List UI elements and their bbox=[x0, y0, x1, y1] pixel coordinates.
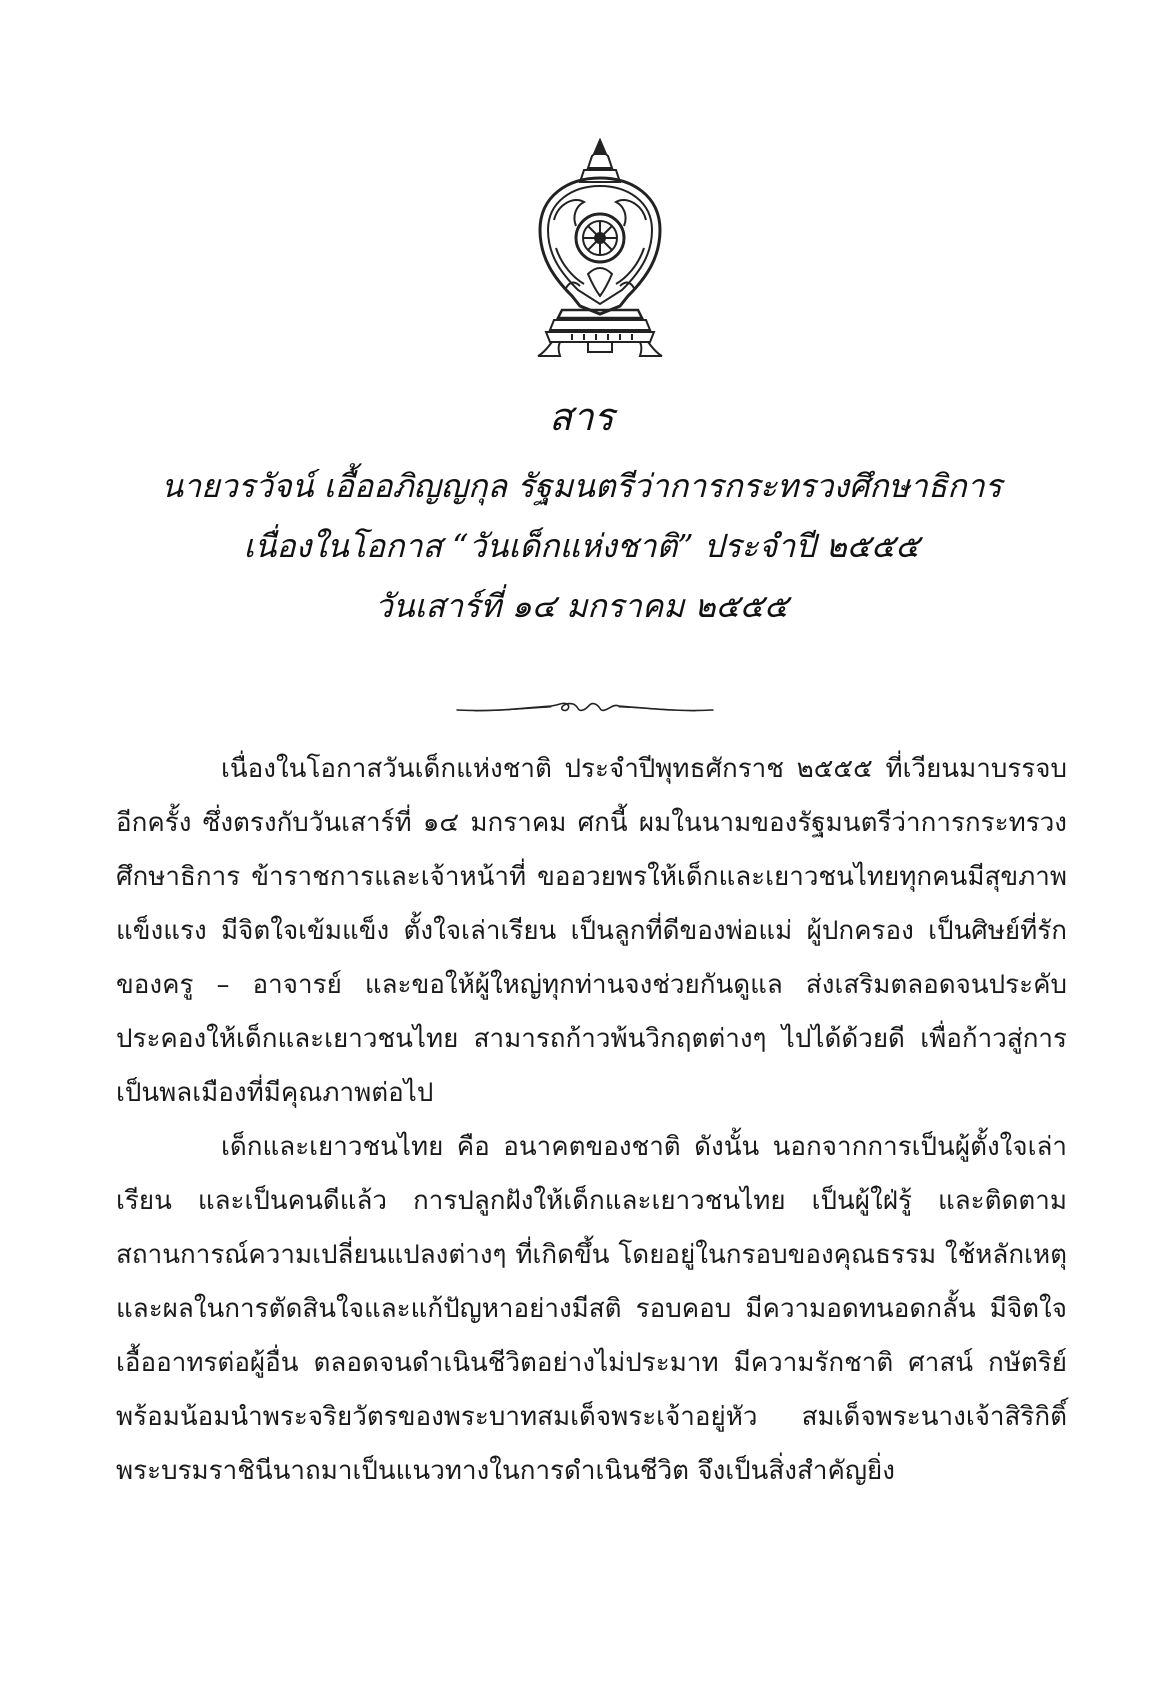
date-line: วันเสาร์ที่ ๑๔ มกราคม ๒๕๕๕ bbox=[374, 587, 789, 625]
body-paragraph: เด็กและเยาวชนไทย คือ อนาคตของชาติ ดังนั้น นอกจากการเป็นผู้ตั้งใจเล่าเรียน และเป็นคนดีแล้ว การปลูกฝังให้เด็กและเยาวชนไทย เป็นผู้ใฝ่รู้ และติดตามสถานการณ์ความเปลี่ยนแปลงต่างๆ ที่เกิดขึ้น โดยอยู่ในกรอบของคุณธรรม ใช้หลักเหตุและผลในการตัดสินใจและแก้ปัญหาอย่างมีสติ รอบคอบ มีความอดทนอดกลั้น มีจิตใจเอื้ออาทรต่อผู้อื่น ตลอดจนดำเนินชีวิตอย่างไม่ประมาท มีความรักชาติ ศาสน์ กษัตริย์ พร้อมน้อมนำพระจริยวัตรของพระบาทสมเด็จพระเจ้าอยู่หัว สมเด็จพระนางเจ้าสิริกิติ์ พระบรมราชินีนาถมาเป็นแนวทางในการดำเนินชีวิต จึงเป็นสิ่งสำคัญยิ่ง bbox=[116, 1132, 1067, 1486]
document-title: สาร bbox=[549, 395, 614, 439]
occasion-line: เนื่องในโอกาส “วันเด็กแห่งชาติ” ประจำปี ๒๕๕๕ bbox=[243, 527, 920, 565]
speaker-line: นายวรวัจน์ เอื้ออภิญญกุล รัฐมนตรีว่าการกระทรวงศึกษาธิการ bbox=[161, 467, 1002, 505]
ministry-of-education-emblem bbox=[532, 138, 668, 360]
message-body bbox=[116, 742, 1067, 1498]
body-paragraph: เนื่องในโอกาสวันเด็กแห่งชาติ ประจำปีพุทธศักราช ๒๕๕๕ ที่เวียนมาบรรจบอีกครั้ง ซึ่งตรงกับวันเสาร์ที่ ๑๔ มกราคม ศกนี้ ผมในนามของรัฐมนตรีว่าการกระทรวงศึกษาธิการ ข้าราชการและเจ้าหน้าที่ ขออวยพรให้เด็กและเยาวชนไทยทุกคนมีสุขภาพแข็งแรง มีจิตใจเข้มแข็ง ตั้งใจเล่าเรียน เป็นลูกที่ดีของพ่อแม่ ผู้ปกครอง เป็นศิษย์ที่รักของครู – อาจารย์ และขอให้ผู้ใหญ่ทุกท่านจงช่วยกันดูแล ส่งเสริมตลอดจนประคับประคองให้เด็กและเยาวชนไทย สามารถก้าวพ้นวิกฤตต่างๆ ไปได้ด้วยดี เพื่อก้าวสู่การเป็นพลเมืองที่มีคุณภาพต่อไป bbox=[116, 754, 1067, 1108]
ornamental-divider bbox=[455, 696, 715, 722]
